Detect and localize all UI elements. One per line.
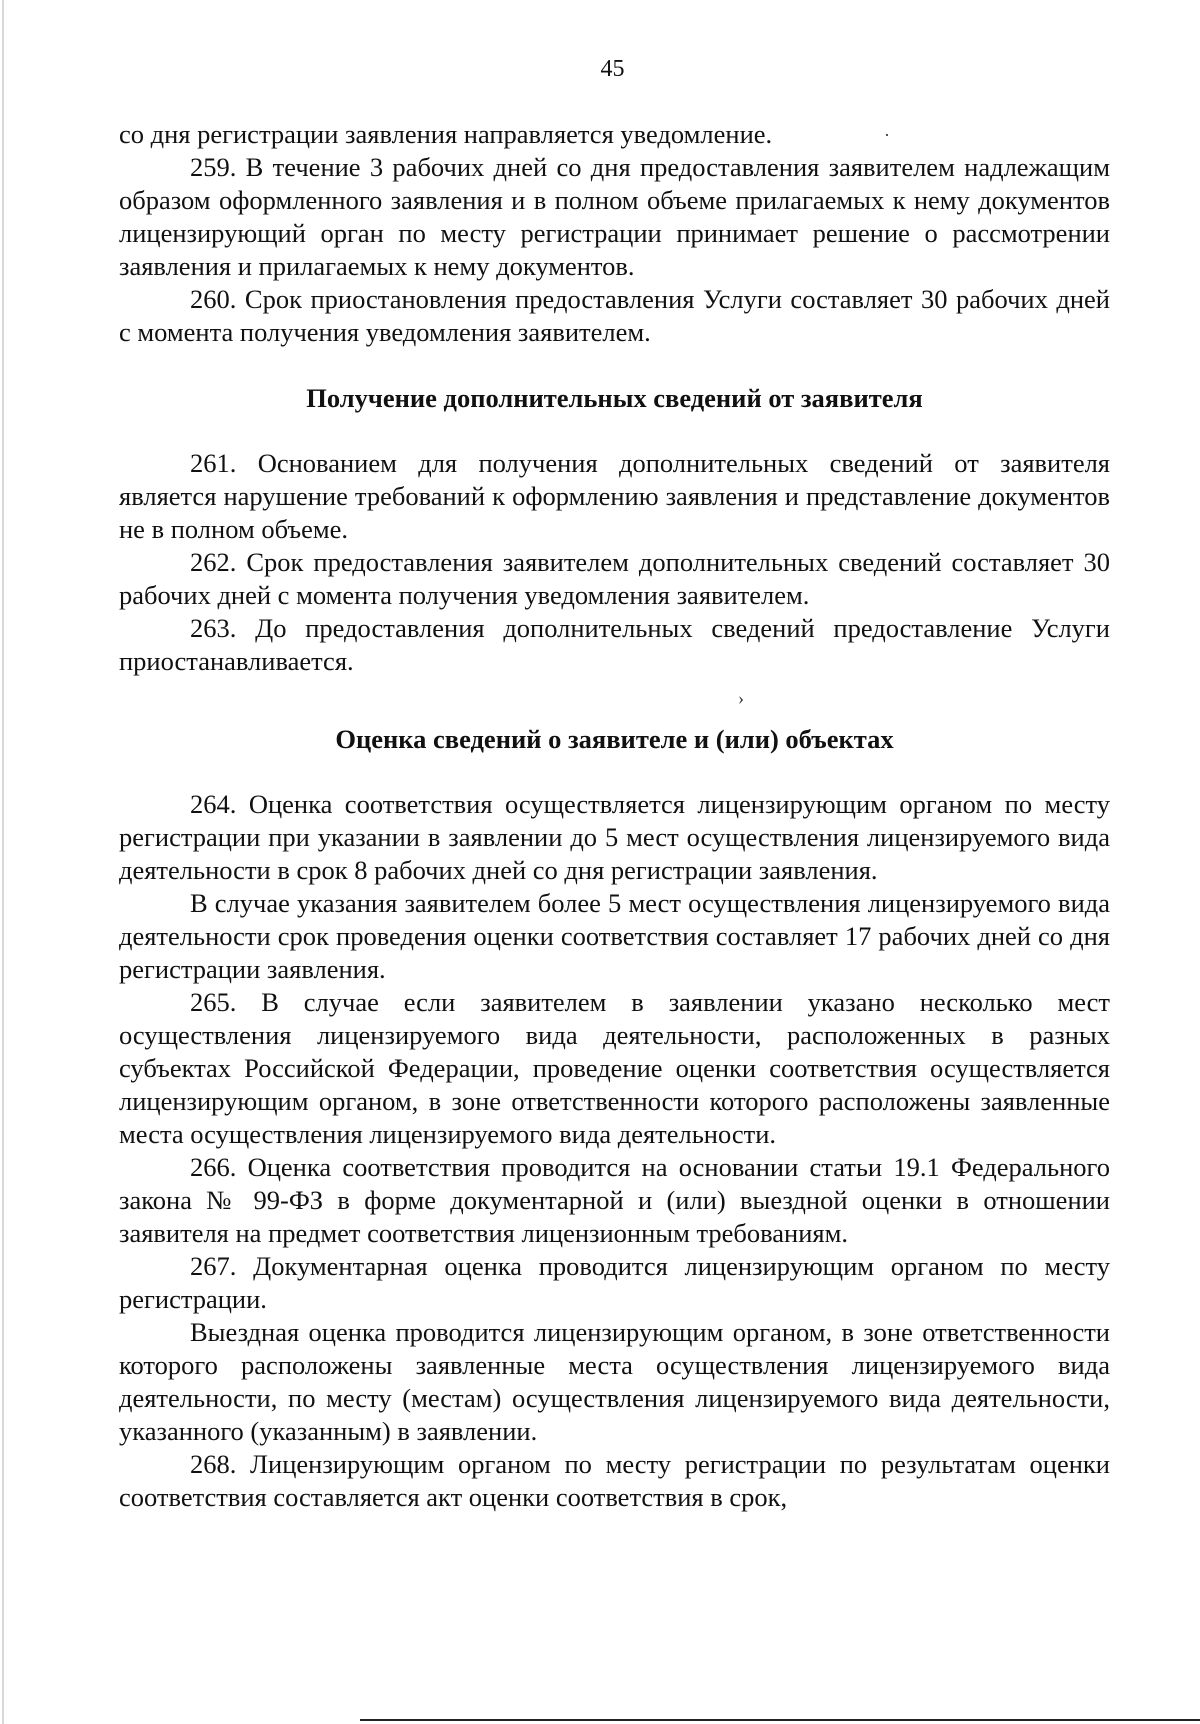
scan-speck: › — [738, 688, 744, 708]
paragraph-263: 263. До предоставления дополнительных сведений предоставление Услуги приостанавливается. — [119, 613, 1110, 676]
page-number: 45 — [600, 56, 625, 82]
paragraph-continuation: со дня регистрации заявления направляется уведомление. — [119, 119, 773, 149]
paragraph-259: 259. В течение 3 рабочих дней со дня предоставления заявителем надлежащим образом оформленного заявления и в полном объеме прилагаемых к нему документов лицензирующий орган по месту регистрации принимает решение о рассмотрении заявления и прилагаемых к нему документов. — [119, 152, 1110, 281]
paragraph-266: 266. Оценка соответствия проводится на основании статьи 19.1 Федерального закона № 99-ФЗ в форме документарной и (или) выездной оценки в отношении заявителя на предмет соответствия лицензионным требованиям. — [119, 1152, 1110, 1248]
paragraph-267-onsite: Выездная оценка проводится лицензирующим органом, в зоне ответственности которого расположены заявленные места осуществления лицензируемого вида деятельности, по месту (местам) осуществления лицензируемого вида деятельности, указанного (указанным) в заявлении. — [119, 1317, 1110, 1446]
paragraph-260: 260. Срок приостановления предоставления Услуги составляет 30 рабочих дней с момента получения уведомления заявителем. — [119, 284, 1110, 347]
paragraph-262: 262. Срок предоставления заявителем дополнительных сведений составляет 30 рабочих дней с момента получения уведомления заявителем. — [119, 547, 1110, 610]
scan-speck: · — [884, 125, 890, 145]
paragraph-267: 267. Документарная оценка проводится лицензирующим органом по месту регистрации. — [119, 1251, 1110, 1314]
section-heading-assessment: Оценка сведений о заявителе и (или) объектах — [335, 724, 894, 754]
paragraph-261: 261. Основанием для получения дополнительных сведений от заявителя является нарушение требований к оформлению заявления и представление документов не в полном объеме. — [119, 448, 1110, 544]
scan-edge — [2, 0, 4, 1724]
paragraph-268: 268. Лицензирующим органом по месту регистрации по результатам оценки соответствия составляется акт оценки соответствия в срок, — [119, 1449, 1110, 1512]
document-body — [119, 118, 1110, 1514]
section-heading-additional-info: Получение дополнительных сведений от заявителя — [306, 383, 923, 413]
paragraph-264-continued: В случае указания заявителем более 5 мест осуществления лицензируемого вида деятельности срок проведения оценки соответствия составляет 17 рабочих дней со дня регистрации заявления. — [119, 888, 1110, 984]
paragraph-264: 264. Оценка соответствия осуществляется лицензирующим органом по месту регистрации при указании в заявлении до 5 мест осуществления лицензируемого вида деятельности в срок 8 рабочих дней со дня регистрации заявления. — [119, 789, 1110, 885]
paragraph-265: 265. В случае если заявителем в заявлении указано несколько мест осуществления лицензируемого вида деятельности, расположенных в разных субъектах Российской Федерации, проведение оценки соответствия осуществляется лицензирующим органом, в зоне ответственности которого расположены заявленные места осуществления лицензируемого вида деятельности. — [119, 987, 1110, 1149]
scan-bottom-edge — [360, 1719, 1200, 1721]
